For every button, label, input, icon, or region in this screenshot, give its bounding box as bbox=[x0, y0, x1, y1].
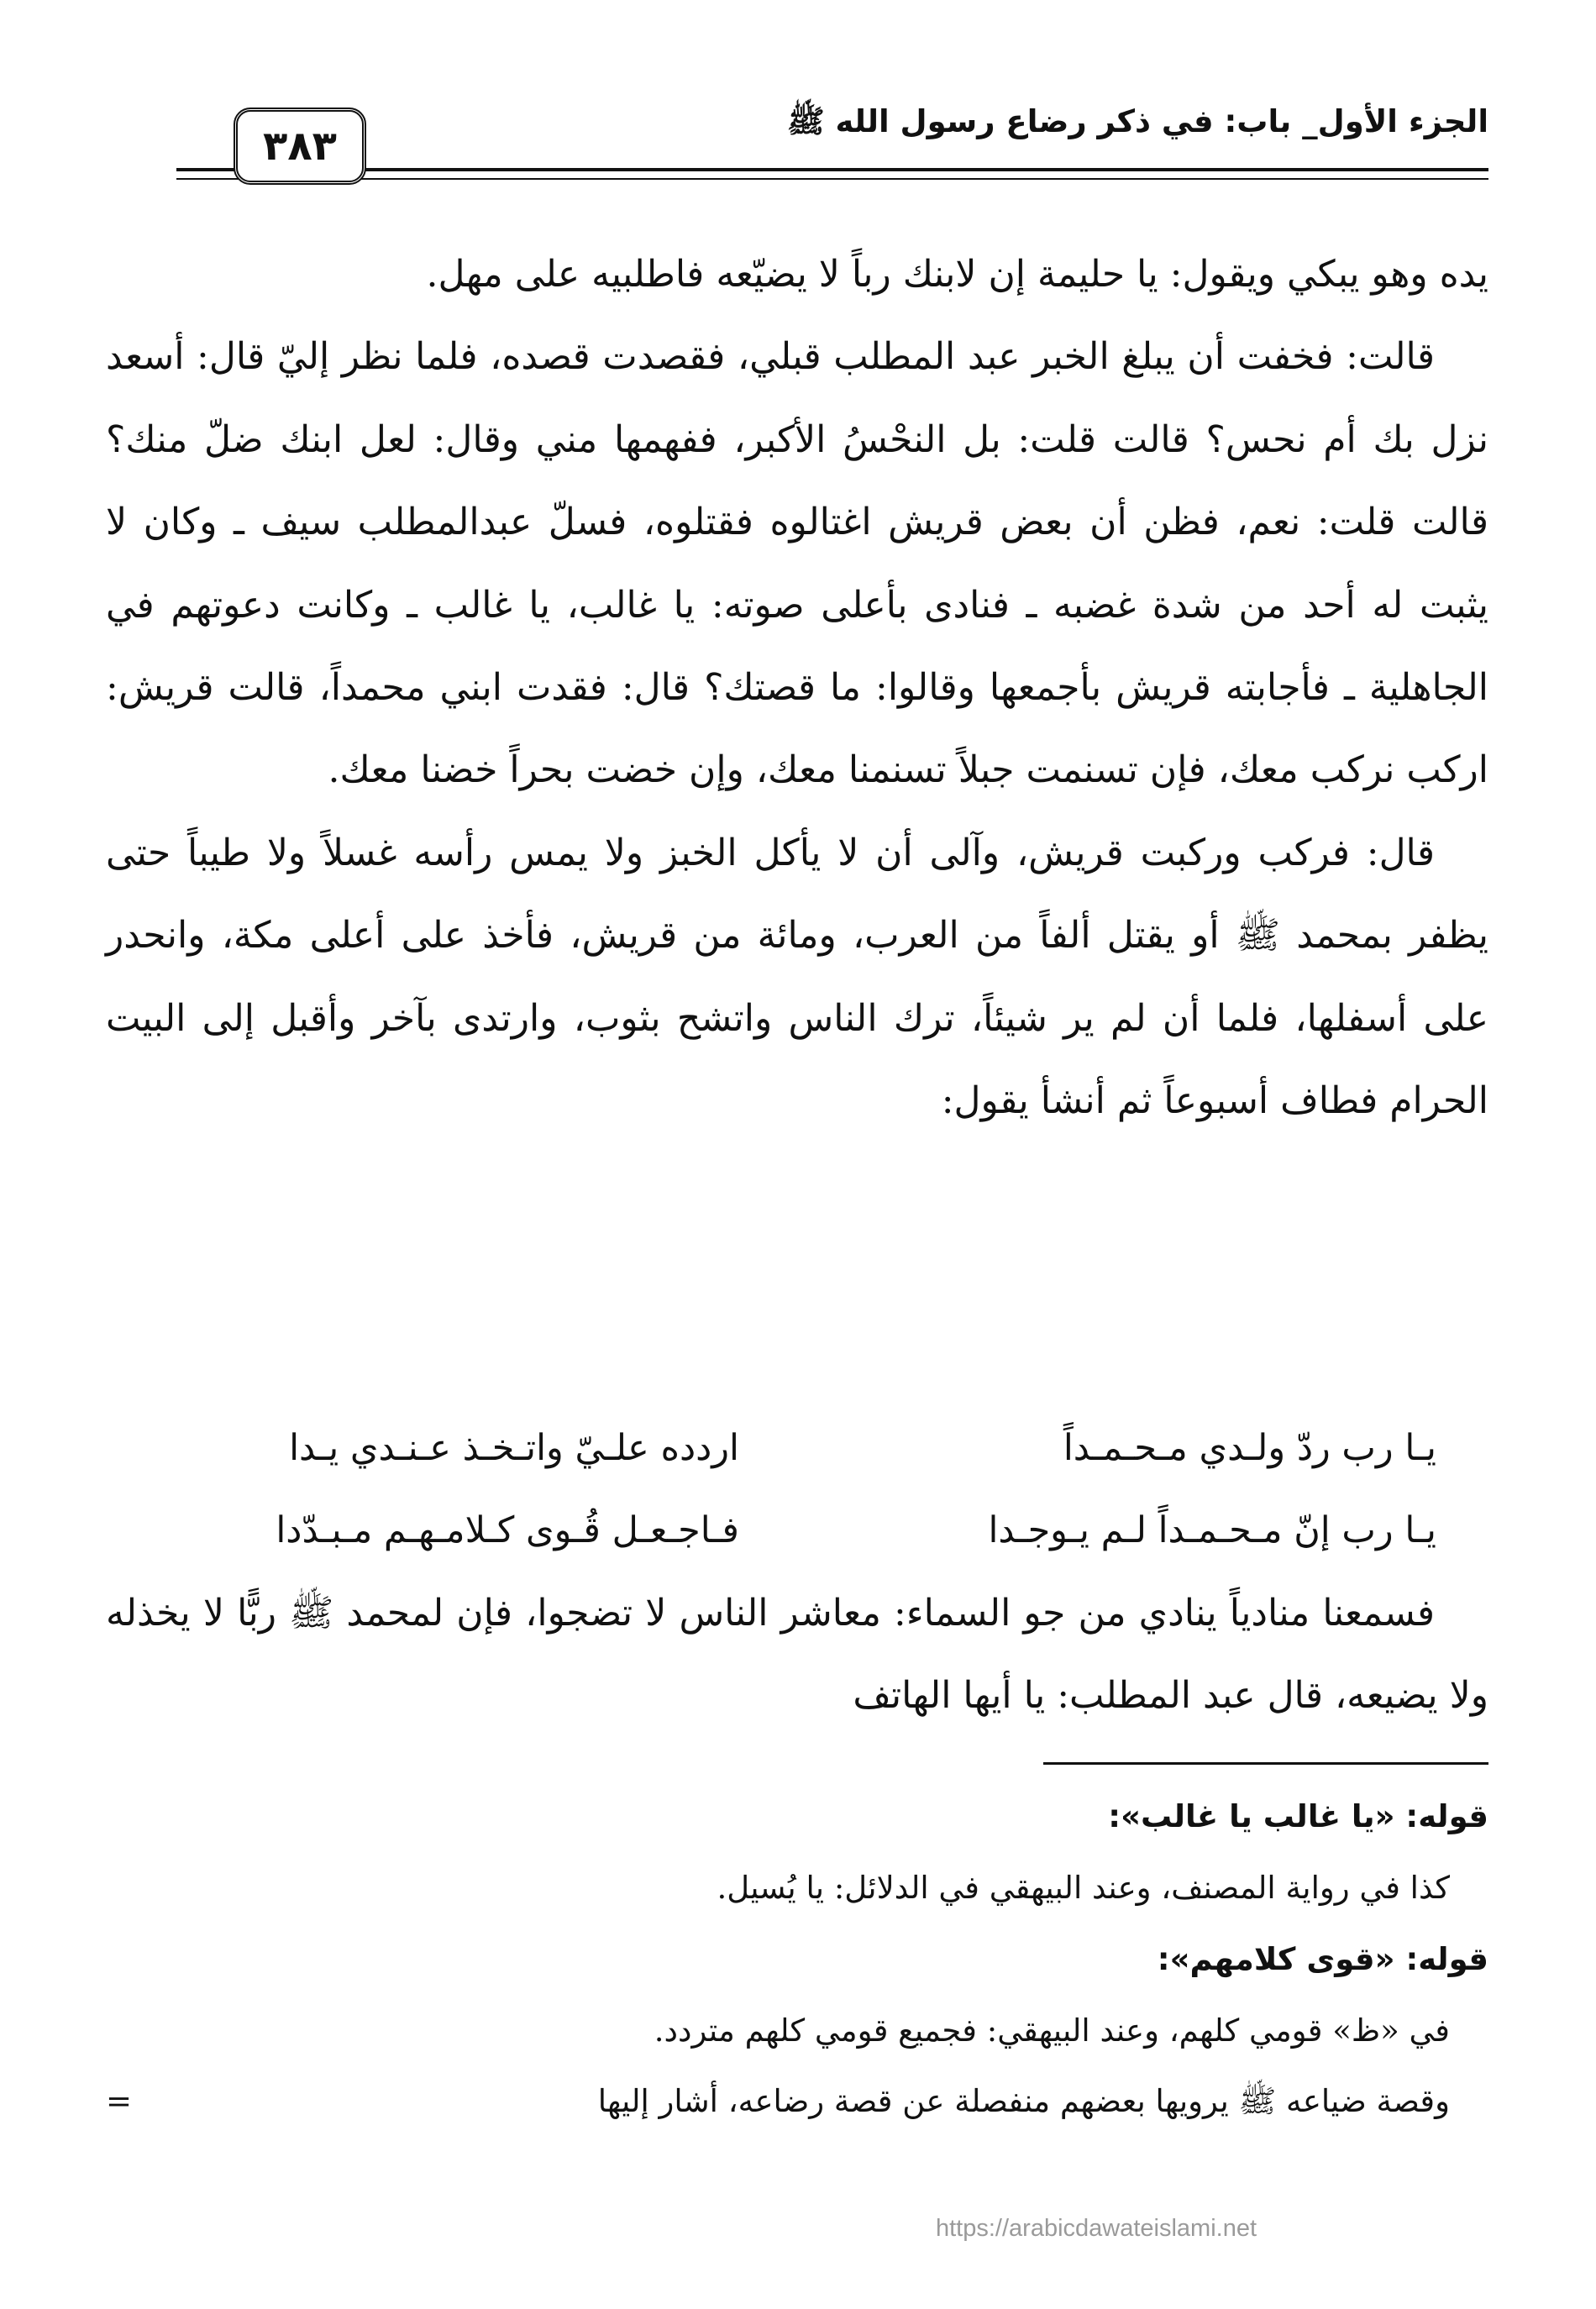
footnote-continuation-line bbox=[106, 2066, 1488, 2137]
page-number-frame bbox=[234, 108, 366, 185]
poem-verse bbox=[168, 1407, 1436, 1489]
paragraph-3: قال: فركب وركبت قريش، وآلى أن لا يأكل الخبز ولا يمس رأسه غسلاً ولا طيباً حتى يظفر بمحمد ﷺ أو يقتل ألفاً من العرب، ومائة من قريش، فأخذ على أعلى مكة، وانحدر على أسفلها، فلما أن لم ير شيئاً، ترك الناس واتشح بثوب، وارتدى بآخر وأقبل إلى البيت الحرام فطاف أسبوعاً ثم أنشأ يقول: bbox=[106, 831, 1489, 1123]
main-text bbox=[106, 234, 1488, 1142]
main-text-continued bbox=[106, 1572, 1488, 1738]
footnote-heading: قوله: «يا غالب يا غالب»: bbox=[1108, 1798, 1488, 1834]
footnote-text: كذا في رواية المصنف، وعند البيهقي في الدلائل: يا يُسيل. bbox=[717, 1870, 1450, 1906]
poem-verse bbox=[168, 1489, 1436, 1572]
running-header-title: الجزء الأول_ باب: في ذكر رضاع رسول الله ﷺ bbox=[786, 103, 1488, 139]
footnotes bbox=[106, 1781, 1488, 2137]
header-double-rule bbox=[176, 168, 1488, 180]
paragraph-4: فسمعنا منادياً ينادي من جو السماء: معاشر الناس لا تضجوا، فإن لمحمد ﷺ ربًّا لا يخذله ولا يضيعه، قال عبد المطلب: يا أيها الهاتف bbox=[106, 1592, 1488, 1718]
verse-second-hemistich: فـاجـعـل قُـوى كـلامـهـم مـبـدّدا bbox=[276, 1509, 739, 1551]
poem bbox=[168, 1407, 1436, 1572]
paragraph-1: يده وهو يبكي ويقول: يا حليمة إن لابنك رباً لا يضيّعه فاطلبيه على مهل. bbox=[426, 253, 1488, 296]
website-watermark: https://arabicdawateislami.net bbox=[936, 2215, 1257, 2242]
footnote-continuation-text: وقصة ضياعه ﷺ يرويها بعضهم منفصلة عن قصة رضاعه، أشار إليها bbox=[597, 2083, 1450, 2119]
page-number: ٣٨٣ bbox=[263, 123, 337, 170]
verse-second-hemistich: اردده علـيّ واتـخـذ عـنـدي يـدا bbox=[289, 1427, 739, 1469]
verse-first-hemistich: يـا رب ردّ ولـدي مـحـمـداً bbox=[1063, 1427, 1436, 1469]
footnote-separator bbox=[1043, 1762, 1488, 1765]
continuation-mark: = bbox=[106, 2083, 133, 2119]
verse-first-hemistich: يـا رب إنّ مـحـمـداً لـم يـوجـدا bbox=[988, 1509, 1436, 1551]
footnote-text: في «ظ» قومي كلهم، وعند البيهقي: فجميع قومي كلهم متردد. bbox=[654, 2013, 1450, 2049]
paragraph-2: قالت: فخفت أن يبلغ الخبر عبد المطلب قبلي، فقصدت قصده، فلما نظر إليّ قال: أسعد نزل بك أم نحس؟ قالت قلت: بل النحْسُ الأكبر، ففهمها مني وقال: لعل ابنك ضلّ منك؟ قالت قلت: نعم، فظن أن بعض قريش اغتالوه فقتلوه، فسلّ عبدالمطلب سيف ـ وكان لا يثبت له أحد من شدة غضبه ـ فنادى بأعلى صوته: يا غالب، يا غالب ـ وكانت دعوتهم في الجاهلية ـ فأجابته قريش بأجمعها وقالوا: ما قصتك؟ قال: فقدت ابني محمداً، قالت قريش: اركب نركب معك، فإن تسنمت جبلاً تسنمنا معك، وإن خضت بحراً خضنا معك. bbox=[106, 335, 1488, 792]
footnote-heading: قوله: «قوى كلامهم»: bbox=[1157, 1941, 1488, 1977]
